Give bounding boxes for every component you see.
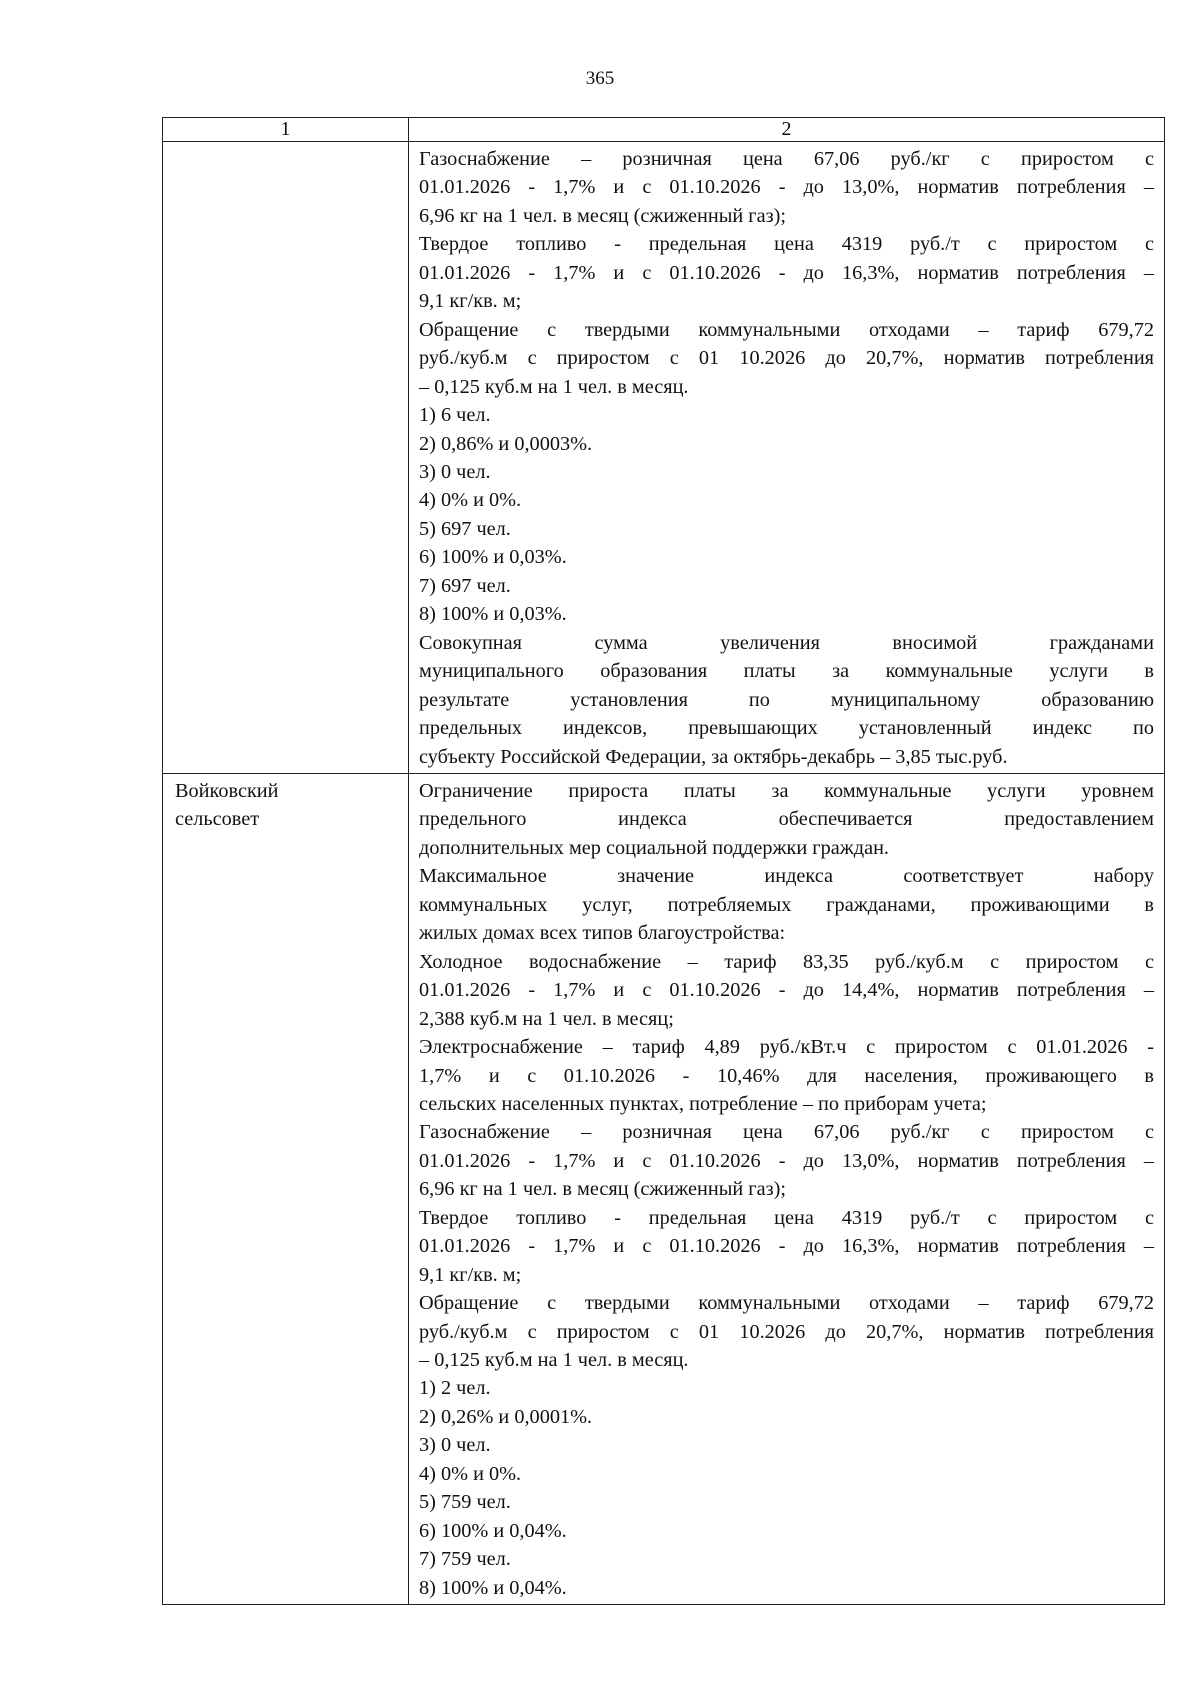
text-line: 01.01.2026 - 1,7% и с 01.10.2026 - до 13,0%, норматив потребления – <box>419 176 1154 199</box>
text-line: коммунальных услуг, потребляемых гражданами, проживающими в <box>419 893 1154 916</box>
text-line: – 0,125 куб.м на 1 чел. в месяц. <box>419 375 689 398</box>
header-col-2: 2 <box>409 118 1165 142</box>
text-line: 1) 6 чел. <box>419 404 491 427</box>
text-line: сельских населенных пунктах, потребление – по приборам учета; <box>419 1092 987 1115</box>
table-row <box>163 773 1165 1604</box>
municipality-name-line: Войковский <box>175 779 279 802</box>
text-line: Твердое топливо - предельная цена 4319 руб./т с приростом с <box>419 1206 1154 1229</box>
text-line: 2,388 куб.м на 1 чел. в месяц; <box>419 1007 674 1030</box>
text-line: руб./куб.м с приростом с 01 10.2026 до 20,7%, норматив потребления <box>419 347 1154 370</box>
text-line: 2) 0,26% и 0,0001%. <box>419 1405 593 1428</box>
row2-municipality-cell <box>163 773 409 1604</box>
text-line: – 0,125 куб.м на 1 чел. в месяц. <box>419 1349 689 1372</box>
text-line: руб./куб.м с приростом с 01 10.2026 до 20,7%, норматив потребления <box>419 1320 1154 1343</box>
text-line: 9,1 кг/кв. м; <box>419 1263 522 1286</box>
text-line: 6) 100% и 0,04%. <box>419 1519 567 1542</box>
row1-description-cell <box>409 142 1165 774</box>
text-line: Электроснабжение – тариф 4,89 руб./кВт.ч с приростом с 01.01.2026 - <box>419 1036 1154 1059</box>
text-line: 8) 100% и 0,04%. <box>419 1576 567 1599</box>
text-line: предельного индекса обеспечивается предоставлением <box>419 808 1154 831</box>
text-line: 3) 0 чел. <box>419 1434 491 1457</box>
text-line: 5) 697 чел. <box>419 517 511 540</box>
text-line: жилых домах всех типов благоустройства: <box>419 922 786 945</box>
text-line: Газоснабжение – розничная цена 67,06 руб./кг с приростом с <box>419 1121 1154 1144</box>
table-row <box>163 142 1165 774</box>
text-line: 4) 0% и 0%. <box>419 1462 522 1485</box>
text-line: Холодное водоснабжение – тариф 83,35 руб./куб.м с приростом с <box>419 950 1154 973</box>
text-line: 1) 2 чел. <box>419 1377 491 1400</box>
text-line: результате установления по муниципальному образованию <box>419 688 1154 711</box>
table-header-row <box>163 118 1165 142</box>
text-line: Обращение с твердыми коммунальными отходами – тариф 679,72 <box>419 1292 1154 1315</box>
document-table <box>162 117 1165 1605</box>
text-line: 6) 100% и 0,03%. <box>419 546 567 569</box>
text-line: Обращение с твердыми коммунальными отходами – тариф 679,72 <box>419 318 1154 341</box>
municipality-name-line: сельсовет <box>175 808 260 831</box>
text-line: 6,96 кг на 1 чел. в месяц (сжиженный газ); <box>419 204 786 227</box>
text-line: Ограничение прироста платы за коммунальные услуги уровнем <box>419 779 1154 802</box>
text-line: 8) 100% и 0,03%. <box>419 603 567 626</box>
text-line: 7) 697 чел. <box>419 574 511 597</box>
text-line: 6,96 кг на 1 чел. в месяц (сжиженный газ); <box>419 1178 786 1201</box>
text-line: муниципального образования платы за коммунальные услуги в <box>419 660 1154 683</box>
header-col-1: 1 <box>163 118 409 142</box>
text-line: 4) 0% и 0%. <box>419 489 522 512</box>
text-line: субъекту Российской Федерации, за октябрь-декабрь – 3,85 тыс.руб. <box>419 745 1008 768</box>
text-line: 01.01.2026 - 1,7% и с 01.10.2026 - до 14,4%, норматив потребления – <box>419 979 1154 1002</box>
text-line: 01.01.2026 - 1,7% и с 01.10.2026 - до 13,0%, норматив потребления – <box>419 1149 1154 1172</box>
text-line: 5) 759 чел. <box>419 1491 511 1514</box>
text-line: 01.01.2026 - 1,7% и с 01.10.2026 - до 16,3%, норматив потребления – <box>419 261 1154 284</box>
text-line: дополнительных мер социальной поддержки граждан. <box>419 836 890 859</box>
text-line: Газоснабжение – розничная цена 67,06 руб./кг с приростом с <box>419 148 1154 170</box>
row1-municipality-cell <box>163 142 409 774</box>
text-line: Твердое топливо - предельная цена 4319 руб./т с приростом с <box>419 233 1154 256</box>
text-line: Максимальное значение индекса соответствует набору <box>419 865 1154 888</box>
row2-description-cell <box>409 773 1165 1604</box>
text-line: предельных индексов, превышающих установленный индекс по <box>419 717 1154 740</box>
text-line: 7) 759 чел. <box>419 1548 511 1571</box>
page-number: 365 <box>585 68 615 89</box>
text-line: 9,1 кг/кв. м; <box>419 290 522 313</box>
text-line: 3) 0 чел. <box>419 460 491 483</box>
text-line: 2) 0,86% и 0,0003%. <box>419 432 593 455</box>
text-line: 1,7% и с 01.10.2026 - 10,46% для населения, проживающего в <box>419 1064 1154 1087</box>
text-line: Совокупная сумма увеличения вносимой гражданами <box>419 631 1154 654</box>
text-line: 01.01.2026 - 1,7% и с 01.10.2026 - до 16,3%, норматив потребления – <box>419 1235 1154 1258</box>
